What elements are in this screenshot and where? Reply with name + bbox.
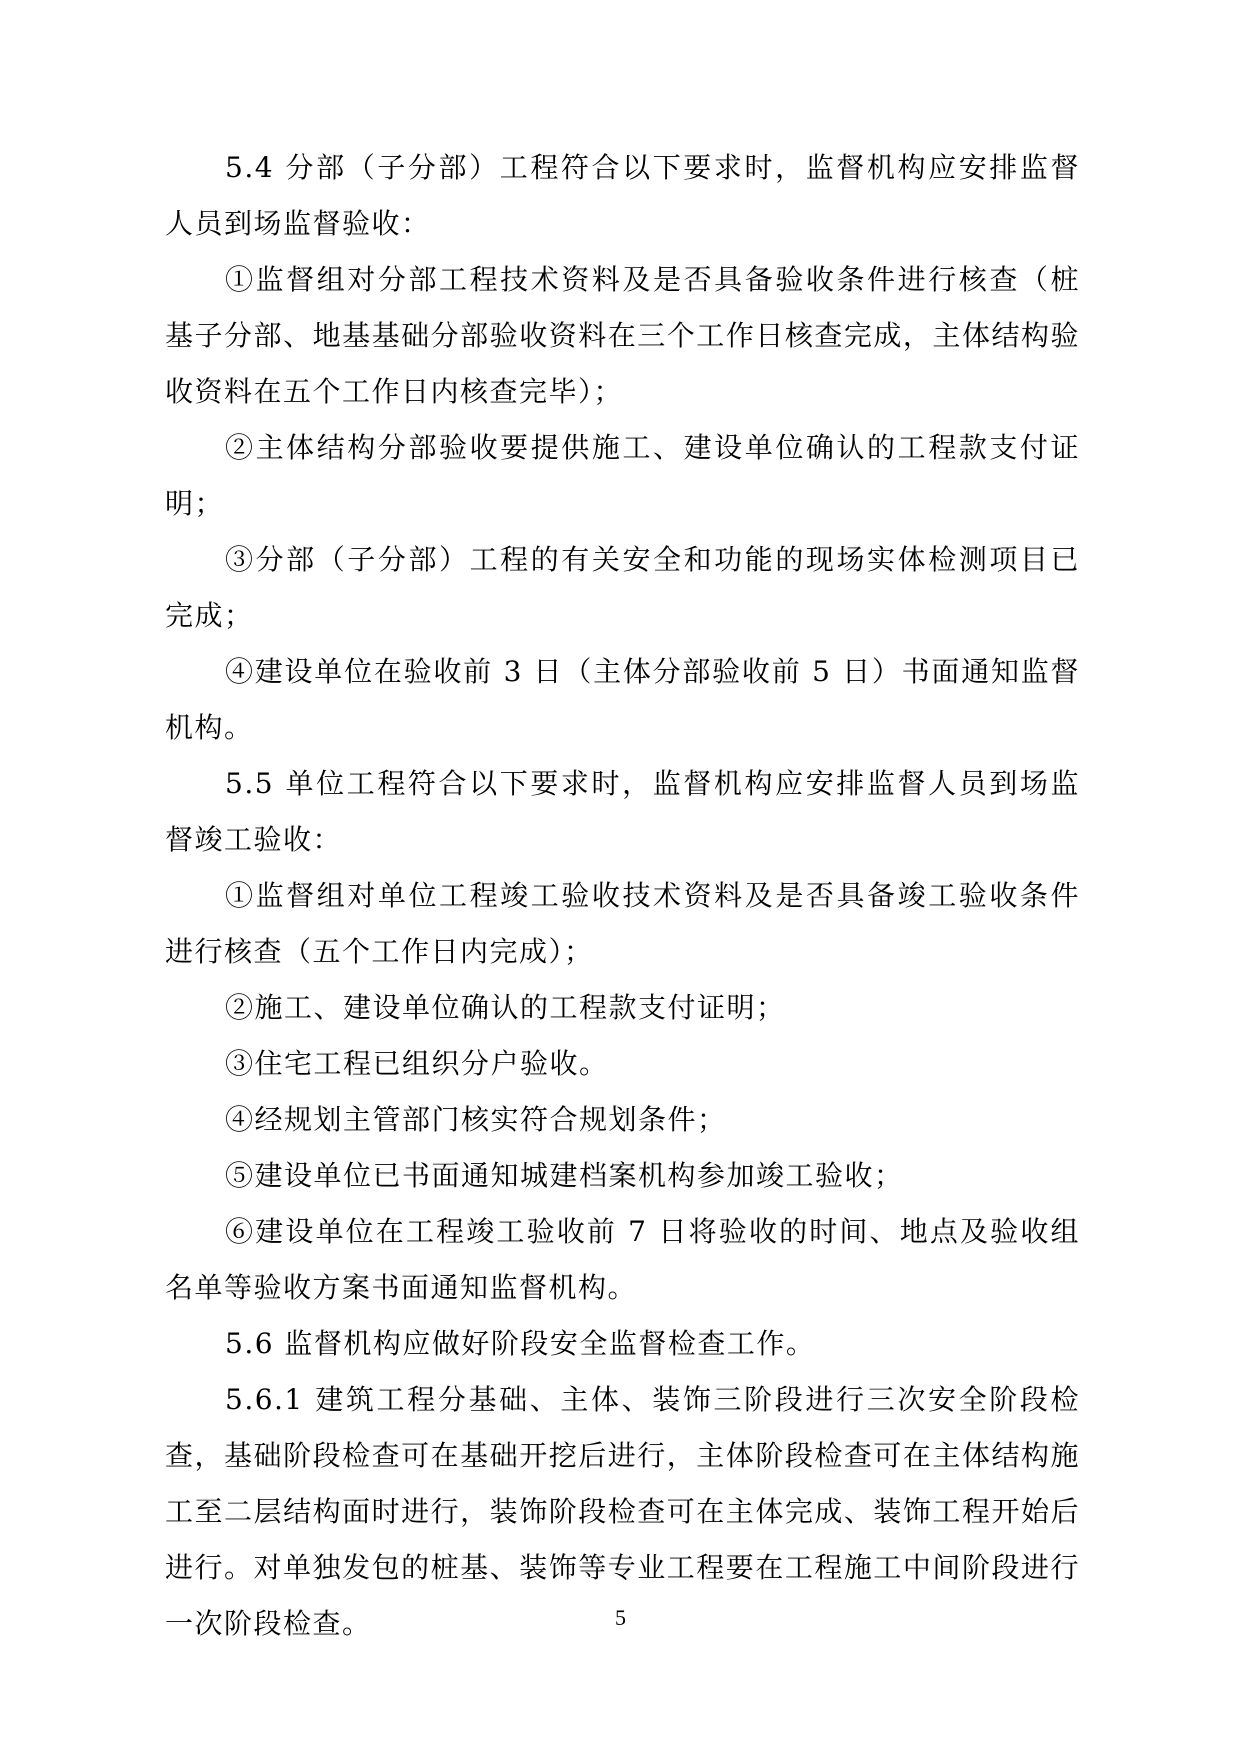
paragraph-5-5: 5.5 单位工程符合以下要求时，监督机构应安排监督人员到场监督竣工验收： bbox=[165, 767, 1080, 856]
paragraph-5-5-item-4: ④经规划主管部门核实符合规划条件； bbox=[225, 1103, 727, 1136]
paragraph-5-4-item-3: ③分部（子分部）工程的有关安全和功能的现场实体检测项目已完成； bbox=[165, 543, 1080, 632]
paragraph-5-5-item-1: ①监督组对单位工程竣工验收技术资料及是否具备竣工验收条件进行核查（五个工作日内完成）； bbox=[165, 879, 1080, 968]
paragraph-5-4: 5.4 分部（子分部）工程符合以下要求时，监督机构应安排监督人员到场监督验收： bbox=[165, 151, 1080, 240]
document-body bbox=[165, 140, 1080, 1652]
paragraph-5-5-item-2: ②施工、建设单位确认的工程款支付证明； bbox=[225, 991, 786, 1024]
page-number: 5 bbox=[615, 1605, 626, 1630]
paragraph-5-6: 5.6 监督机构应做好阶段安全监督检查工作。 bbox=[225, 1327, 816, 1360]
paragraph-5-5-item-5: ⑤建设单位已书面通知城建档案机构参加竣工验收； bbox=[225, 1159, 904, 1192]
paragraph-5-6-1: 5.6.1 建筑工程分基础、主体、装饰三阶段进行三次安全阶段检查，基础阶段检查可在基础开挖后进行，主体阶段检查可在主体结构施工至二层结构面时进行，装饰阶段检查可在主体完成、装饰工程开始后进行。对单独发包的桩基、装饰等专业工程要在工程施工中间阶段进行一次阶段检查。 bbox=[165, 1383, 1080, 1640]
paragraph-5-4-item-4: ④建设单位在验收前 3 日（主体分部验收前 5 日）书面通知监督机构。 bbox=[165, 655, 1080, 744]
paragraph-5-5-item-6: ⑥建设单位在工程竣工验收前 7 日将验收的时间、地点及验收组名单等验收方案书面通知监督机构。 bbox=[165, 1215, 1080, 1304]
paragraph-5-5-item-3: ③住宅工程已组织分户验收。 bbox=[225, 1047, 609, 1080]
paragraph-5-4-item-2: ②主体结构分部验收要提供施工、建设单位确认的工程款支付证明； bbox=[165, 431, 1080, 520]
paragraph-5-4-item-1: ①监督组对分部工程技术资料及是否具备验收条件进行核查（桩基子分部、地基基础分部验收资料在三个工作日核查完成，主体结构验收资料在五个工作日内核查完毕）； bbox=[165, 263, 1080, 408]
